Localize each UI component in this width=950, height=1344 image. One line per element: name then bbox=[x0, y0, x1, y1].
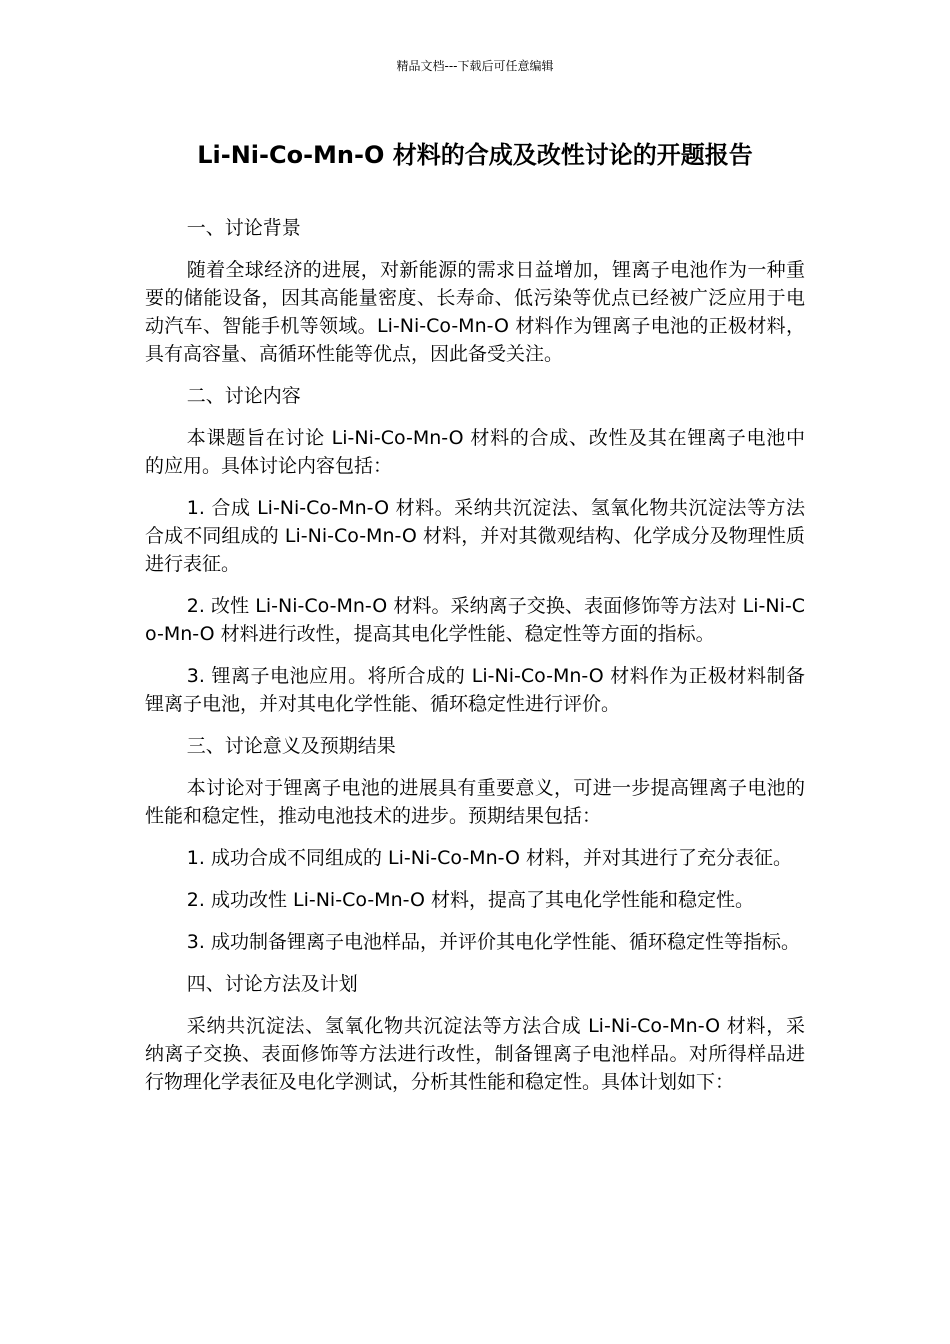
section-heading-significance: 三、讨论意义及预期结果 bbox=[186, 735, 396, 757]
list-item-application: 3. 锂离子电池应用。将所合成的 Li-Ni-Co-Mn-O 材料作为正极材料制备锂离子电池，并对其电化学性能、循环稳定性进行评价。 bbox=[145, 665, 805, 715]
section-heading-background: 一、讨论背景 bbox=[186, 217, 301, 239]
document-body bbox=[145, 214, 805, 1096]
paragraph-content-intro: 本课题旨在讨论 Li-Ni-Co-Mn-O 材料的合成、改性及其在锂离子电池中的应用。具体讨论内容包括： bbox=[145, 427, 805, 477]
list-item-result-2: 2. 成功改性 Li-Ni-Co-Mn-O 材料，提高了其电化学性能和稳定性。 bbox=[186, 889, 754, 911]
paragraph-method: 采纳共沉淀法、氢氧化物共沉淀法等方法合成 Li-Ni-Co-Mn-O 材料，采纳离子交换、表面修饰等方法进行改性，制备锂离子电池样品。对所得样品进行物理化学表征及电化学测试，分析其性能和稳定性。具体计划如下： bbox=[145, 1015, 805, 1093]
list-item-modification: 2. 改性 Li-Ni-Co-Mn-O 材料。采纳离子交换、表面修饰等方法对 Li-Ni-Co-Mn-O 材料进行改性，提高其电化学性能、稳定性等方面的指标。 bbox=[145, 595, 805, 645]
list-item-synthesis: 1. 合成 Li-Ni-Co-Mn-O 材料。采纳共沉淀法、氢氧化物共沉淀法等方法合成不同组成的 Li-Ni-Co-Mn-O 材料，并对其微观结构、化学成分及物理性质进行表征。 bbox=[145, 497, 805, 575]
list-item-result-1: 1. 成功合成不同组成的 Li-Ni-Co-Mn-O 材料，并对其进行了充分表征。 bbox=[186, 847, 792, 869]
paragraph-significance: 本讨论对于锂离子电池的进展具有重要意义，可进一步提高锂离子电池的性能和稳定性，推动电池技术的进步。预期结果包括： bbox=[145, 777, 805, 827]
paragraph-background: 随着全球经济的进展，对新能源的需求日益增加，锂离子电池作为一种重要的储能设备，因其高能量密度、长寿命、低污染等优点已经被广泛应用于电动汽车、智能手机等领域。Li-Ni-Co-Mn-O 材料作为锂离子电池的正极材料，具有高容量、高循环性能等优点，因此备受关注。 bbox=[145, 259, 805, 365]
section-heading-content: 二、讨论内容 bbox=[186, 385, 301, 407]
document-title: Li-Ni-Co-Mn-O 材料的合成及改性讨论的开题报告 bbox=[197, 141, 753, 169]
section-heading-method: 四、讨论方法及计划 bbox=[186, 973, 358, 995]
page-header: 精品文档---下载后可任意编辑 bbox=[396, 59, 554, 73]
list-item-result-3: 3. 成功制备锂离子电池样品，并评价其电化学性能、循环稳定性等指标。 bbox=[186, 931, 800, 953]
